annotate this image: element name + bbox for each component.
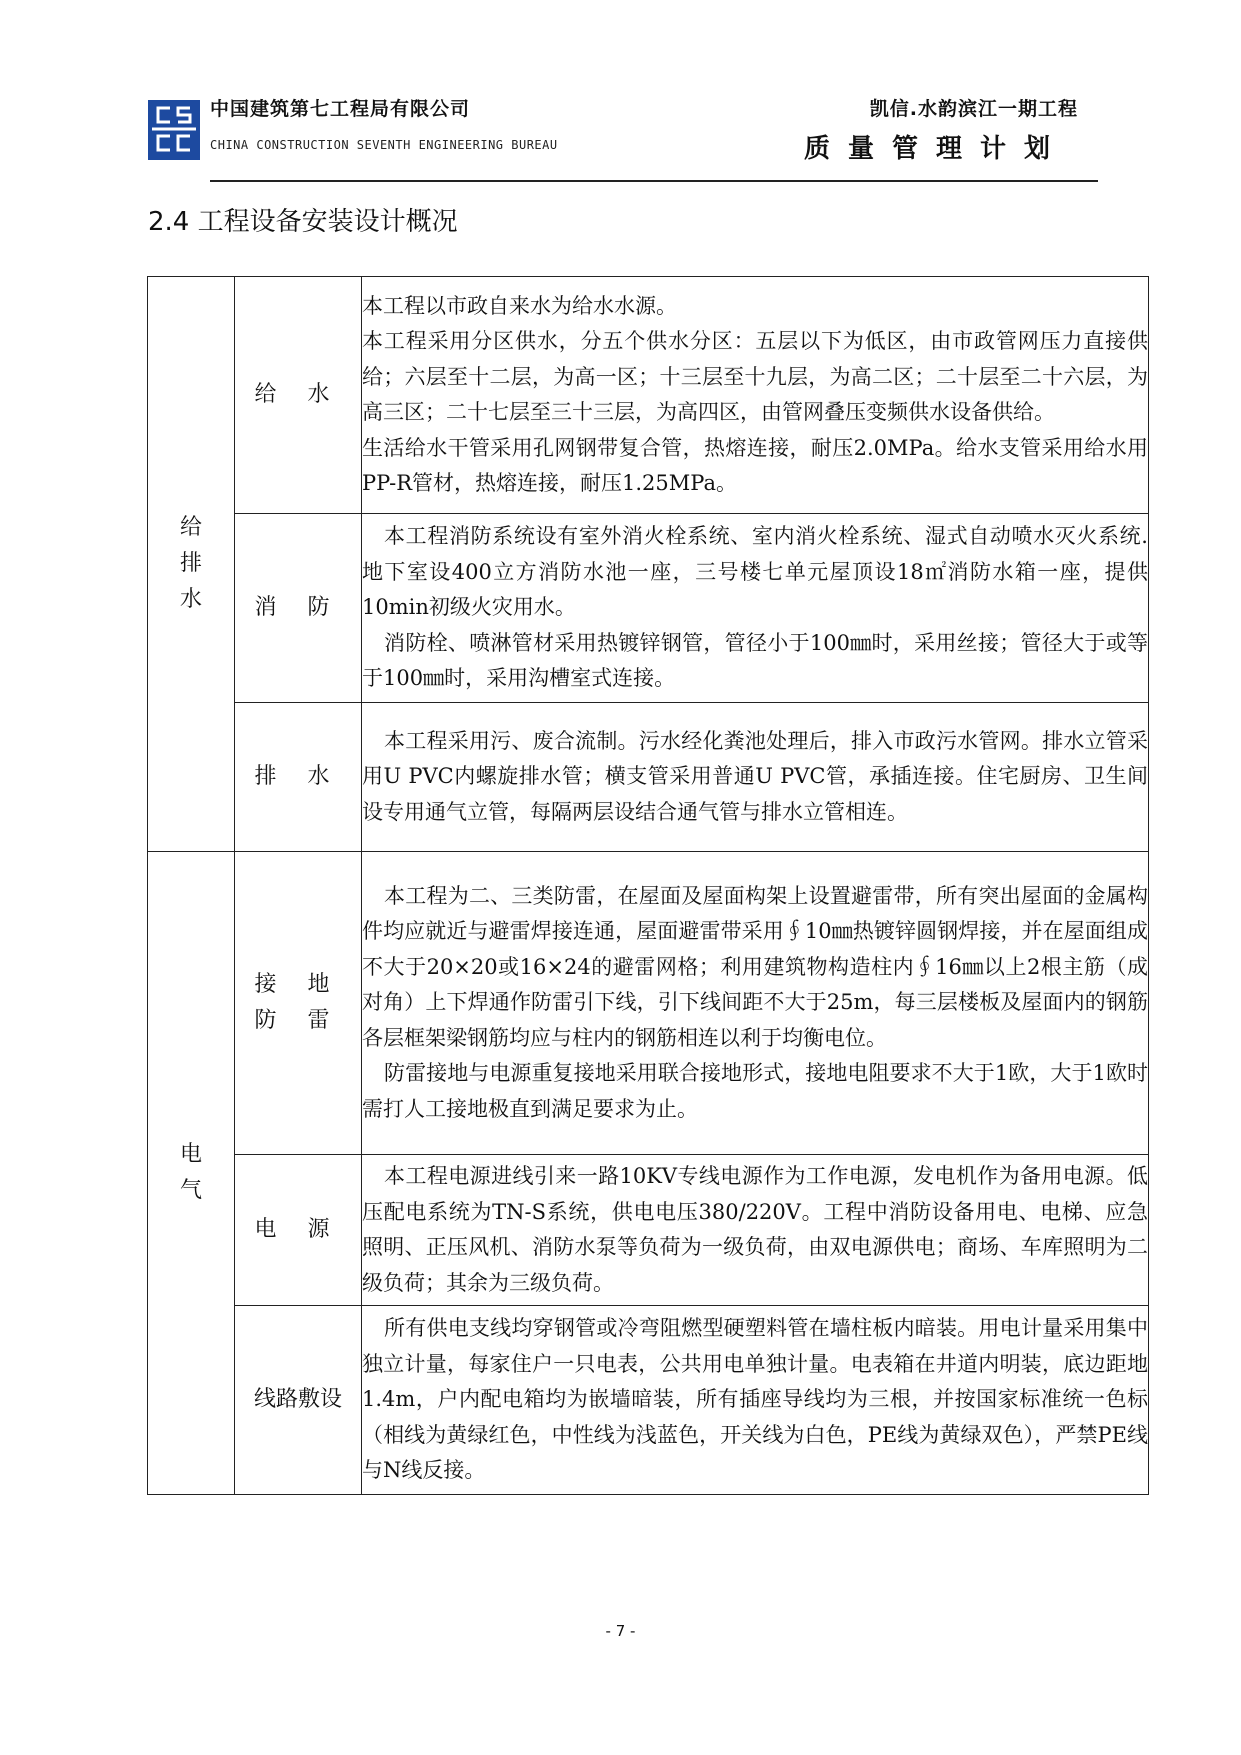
content-cell	[362, 277, 1149, 514]
subcategory-cell	[235, 703, 362, 852]
category-cell	[148, 852, 235, 1495]
paragraph: 本工程为二、三类防雷，在屋面及屋面构架上设置避雷带，所有突出屋面的金属构件均应就近与避雷焊接连通，屋面避雷带采用∮10㎜热镀锌圆钢焊接，并在屋面组成不大于20×20或16×24的避雷网格；利用建筑物构造柱内∮16㎜以上2根主筋（成对角）上下焊通作防雷引下线，引下线间距不大于25m，每三层楼板及屋面内的钢筋各层框架梁钢筋均应与柱内的钢筋相连以利于均衡电位。	[362, 883, 1148, 1050]
company-name-cn: 中国建筑第七工程局有限公司	[210, 98, 471, 120]
subcategory-cell	[235, 277, 362, 514]
content-cell	[362, 852, 1149, 1155]
subcategory-wiring: 线路敷设	[253, 1387, 342, 1412]
table-row	[148, 1306, 1149, 1495]
paragraph: 本工程电源进线引来一路10KV专线电源作为工作电源，发电机作为备用电源。低压配电系统为TN-S系统，供电电压380/220V。工程中消防设备用电、电梯、应急照明、正压风机、消防水泵等负荷为一级负荷，由双电源供电；商场、车库照明为二级负荷；其余为三级负荷。	[362, 1164, 1148, 1295]
subcategory-grounding-line1: 接 地	[254, 972, 342, 997]
content-cell	[362, 703, 1149, 852]
paragraph: 所有供电支线均穿钢管或冷弯阻燃型硬塑料管在墙柱板内暗装。用电计量采用集中独立计量，每家住户一只电表，公共用电单独计量。电表箱在井道内明装，底边距地1.4m，户内配电箱均为嵌墙暗装，所有插座导线均为三根，并按国家标准统一色标（相线为黄绿红色，中性线为浅蓝色，开关线为白色，PE线为黄绿双色），严禁PE线与N线反接。	[362, 1316, 1148, 1483]
paragraph: 本工程消防系统设有室外消火栓系统、室内消火栓系统、湿式自动喷水灭火系统. 地下室设400立方消防水池一座，三号楼七单元屋顶设18㎡消防水箱一座，提供10min初级火灾用水。	[362, 524, 1148, 620]
project-name: 凯信.水韵滨江一期工程	[869, 98, 1078, 120]
section-heading: 2.4 工程设备安装设计概况	[148, 207, 458, 237]
subcategory-water-supply: 给 水	[254, 382, 342, 407]
paragraph: 防雷接地与电源重复接地采用联合接地形式，接地电阻要求不大于1欧，大于1欧时需打人工接地极直到满足要求为止。	[362, 1061, 1148, 1121]
category-cell	[148, 277, 235, 852]
subcategory-cell	[235, 1306, 362, 1495]
content-cell	[362, 514, 1149, 703]
category-electrical: 电气	[179, 1142, 202, 1203]
table-row	[148, 703, 1149, 852]
paragraph: 生活给水干管采用孔网钢带复合管，热熔连接，耐压2.0MPa。给水支管采用给水用PP-R管材，热熔连接，耐压1.25MPa。	[362, 435, 1148, 495]
paragraph: 本工程采用污、废合流制。污水经化粪池处理后，排入市政污水管网。排水立管采用U PVC内螺旋排水管；横支管采用普通U PVC管，承插连接。住宅厨房、卫生间设专用通气立管，每隔两层设结合通气管与排水立管相连。	[362, 728, 1148, 824]
subcategory-grounding-line2: 防 雷	[254, 1008, 342, 1033]
paragraph: 本工程以市政自来水为给水水源。	[362, 293, 677, 318]
table-row	[148, 514, 1149, 703]
page-header	[148, 92, 1098, 187]
table-row	[148, 277, 1149, 514]
subcategory-drain: 排 水	[254, 764, 342, 789]
table-row	[148, 852, 1149, 1155]
paragraph: 消防栓、喷淋管材采用热镀锌钢管，管径小于100㎜时，采用丝接；管径大于或等于100㎜时，采用沟槽室式连接。	[362, 630, 1148, 691]
document-title: 质量管理计划	[803, 134, 1068, 164]
content-cell	[362, 1306, 1149, 1495]
subcategory-cell	[235, 514, 362, 703]
page-number: - 7 -	[605, 1622, 636, 1640]
subcategory-cell	[235, 852, 362, 1155]
subcategory-fire: 消 防	[254, 595, 342, 620]
header-divider	[210, 180, 1098, 182]
subcategory-cell	[235, 1155, 362, 1306]
paragraph: 本工程采用分区供水，分五个供水分区：五层以下为低区，由市政管网压力直接供给；六层至十二层，为高一区；十三层至十九层，为高二区；二十层至二十六层，为高三区；二十七层至三十三层，为高四区，由管网叠压变频供水设备供给。	[362, 329, 1148, 424]
cscec-logo-icon	[148, 100, 200, 160]
subcategory-power: 电 源	[254, 1217, 342, 1242]
category-drainage: 给排水	[179, 515, 202, 612]
table-row	[148, 1155, 1149, 1306]
content-cell	[362, 1155, 1149, 1306]
equipment-design-table	[147, 276, 1149, 1495]
company-name-en: CHINA CONSTRUCTION SEVENTH ENGINEERING BUREAU	[210, 138, 558, 152]
